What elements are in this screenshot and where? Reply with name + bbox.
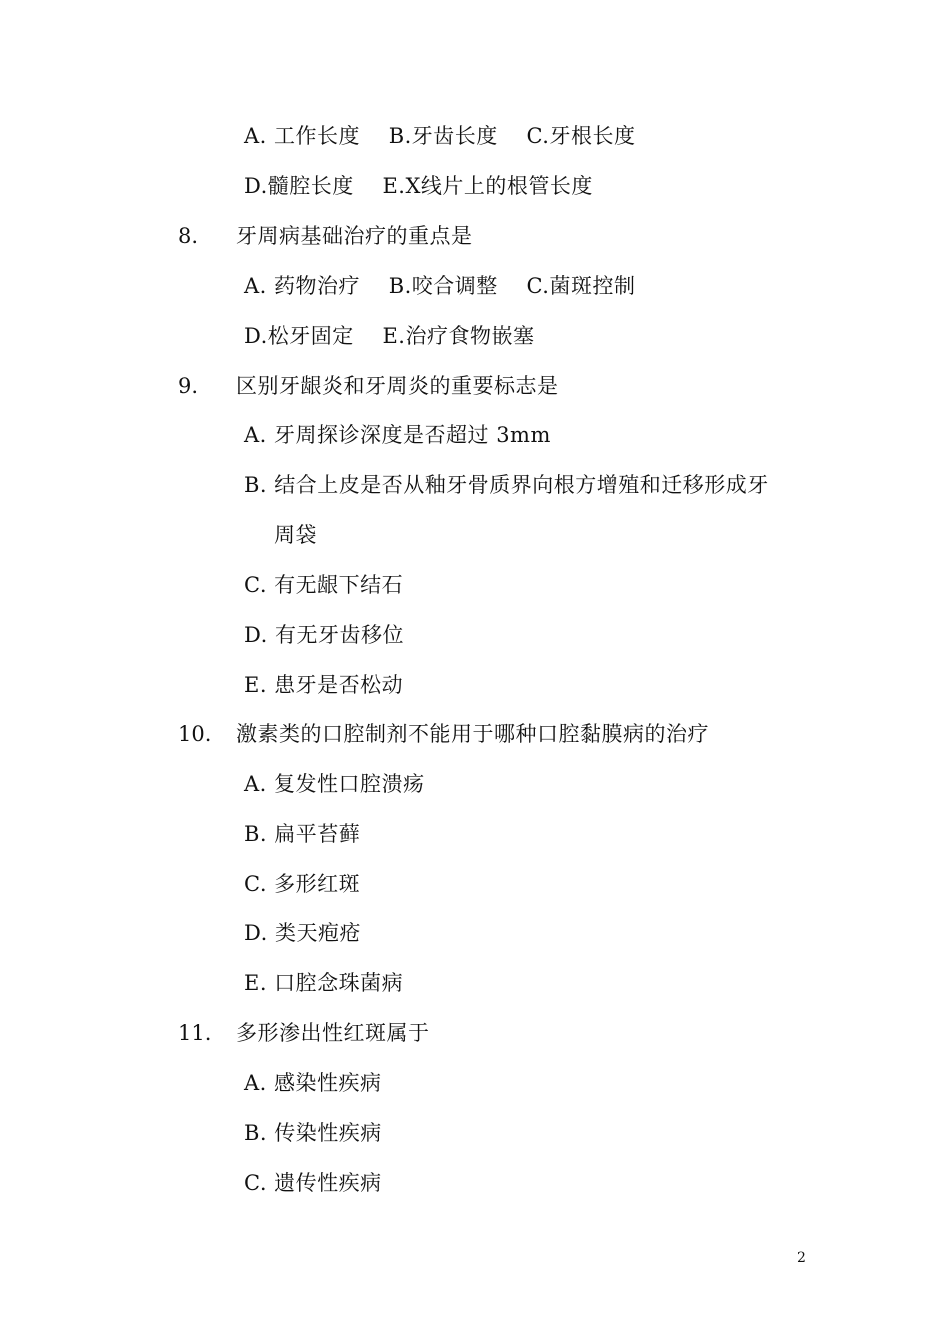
question-10-option-d: D. 类天疱疮: [244, 921, 361, 945]
question-9-option-d: D. 有无牙齿移位: [244, 623, 404, 647]
question-10-option-c: C. 多形红斑: [244, 872, 361, 896]
question-8-options-line-1: A. 药物治疗 B.咬合调整 C.菌斑控制: [244, 274, 636, 298]
question-11-option-a: A. 感染性疾病: [244, 1071, 382, 1095]
question-9-option-b-continuation: 周袋: [274, 523, 317, 547]
question-10-option-e: E. 口腔念珠菌病: [244, 971, 404, 995]
question-9-option-a: A. 牙周探诊深度是否超过 3mm: [244, 423, 551, 447]
question-10-stem: 激素类的口腔制剂不能用于哪种口腔黏膜病的治疗: [236, 722, 709, 746]
question-10-option-b: B. 扁平苔藓: [244, 822, 361, 846]
question-10-number: 10.: [178, 722, 212, 746]
question-9-stem: 区别牙龈炎和牙周炎的重要标志是: [236, 374, 559, 398]
prev-question-options-line-1: A. 工作长度 B.牙齿长度 C.牙根长度: [244, 124, 636, 148]
page-number: 2: [797, 1250, 806, 1266]
question-11-stem: 多形渗出性红斑属于: [236, 1021, 430, 1045]
question-9-option-e: E. 患牙是否松动: [244, 673, 404, 697]
question-9-option-c: C. 有无龈下结石: [244, 573, 404, 597]
question-11-option-c: C. 遗传性疾病: [244, 1171, 382, 1195]
question-10-option-a: A. 复发性口腔溃疡: [244, 772, 425, 796]
question-8-options-line-2: D.松牙固定 E.治疗食物嵌塞: [244, 324, 535, 348]
question-9-number: 9.: [178, 374, 199, 398]
question-11-number: 11.: [178, 1021, 212, 1045]
prev-question-options-line-2: D.髓腔长度 E.X线片上的根管长度: [244, 174, 593, 198]
question-11-option-b: B. 传染性疾病: [244, 1121, 382, 1145]
question-8-number: 8.: [178, 224, 199, 248]
question-9-option-b: B. 结合上皮是否从釉牙骨质界向根方增殖和迁移形成牙: [244, 473, 769, 497]
question-8-stem: 牙周病基础治疗的重点是: [236, 224, 473, 248]
